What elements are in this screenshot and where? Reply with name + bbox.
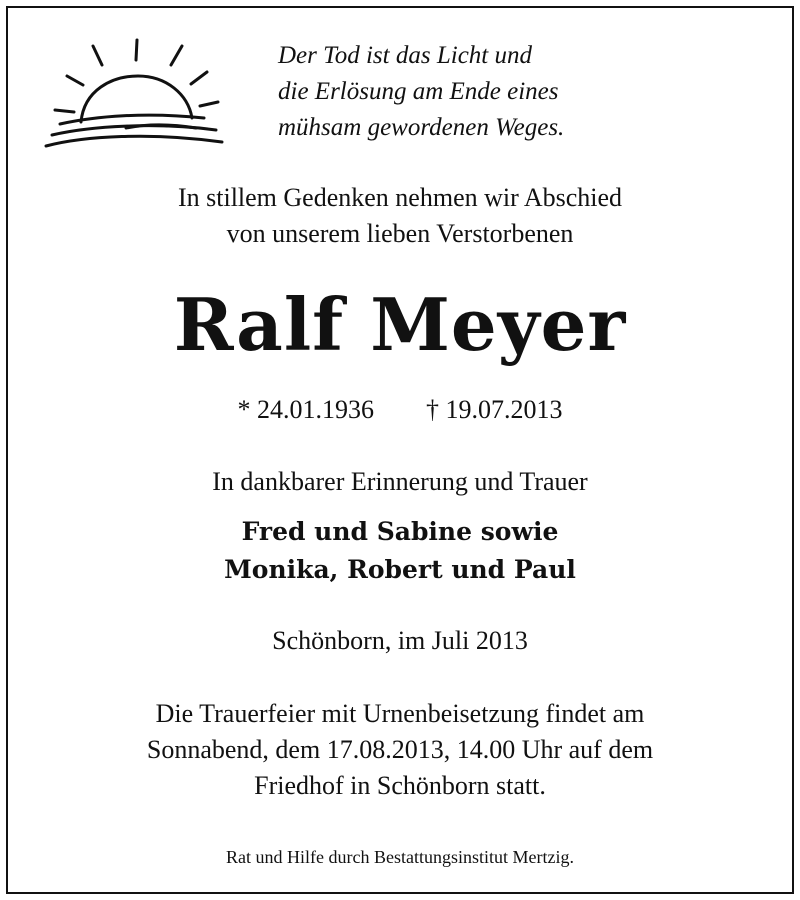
obituary-notice <box>6 6 794 894</box>
mourners <box>8 513 792 589</box>
death-date: † 19.07.2013 <box>426 395 563 424</box>
mourners-line: Monika, Robert und Paul <box>224 555 576 584</box>
ceremony-line: Friedhof in Schönborn statt. <box>254 771 546 800</box>
motto-line: mühsam gewordenen Weges. <box>278 114 565 141</box>
funeral-home-credit: Rat und Hilfe durch Bestattungsinstitut Mertzig. <box>226 847 574 867</box>
memory-line: In dankbarer Erinnerung und Trauer <box>212 467 588 496</box>
intro-text <box>8 180 792 252</box>
motto-line: Der Tod ist das Licht und <box>278 42 532 69</box>
life-dates <box>8 392 792 428</box>
rising-sun-icon <box>36 32 226 152</box>
motto-line: die Erlösung am Ende eines <box>278 78 559 105</box>
intro-line: von unserem lieben Verstorbenen <box>226 219 574 248</box>
ceremony-info <box>8 696 792 804</box>
mourners-line: Fred und Sabine sowie <box>241 517 559 546</box>
ceremony-line: Sonnabend, dem 17.08.2013, 14.00 Uhr auf dem <box>146 735 654 764</box>
deceased-name: Ralf Meyer <box>173 282 627 367</box>
motto-verse <box>278 38 778 146</box>
birth-date: * 24.01.1936 <box>237 395 374 424</box>
ceremony-line: Die Trauerfeier mit Urnenbeisetzung findet am <box>155 699 645 728</box>
intro-line: In stillem Gedenken nehmen wir Abschied <box>177 183 623 212</box>
place-date: Schönborn, im Juli 2013 <box>272 626 528 655</box>
